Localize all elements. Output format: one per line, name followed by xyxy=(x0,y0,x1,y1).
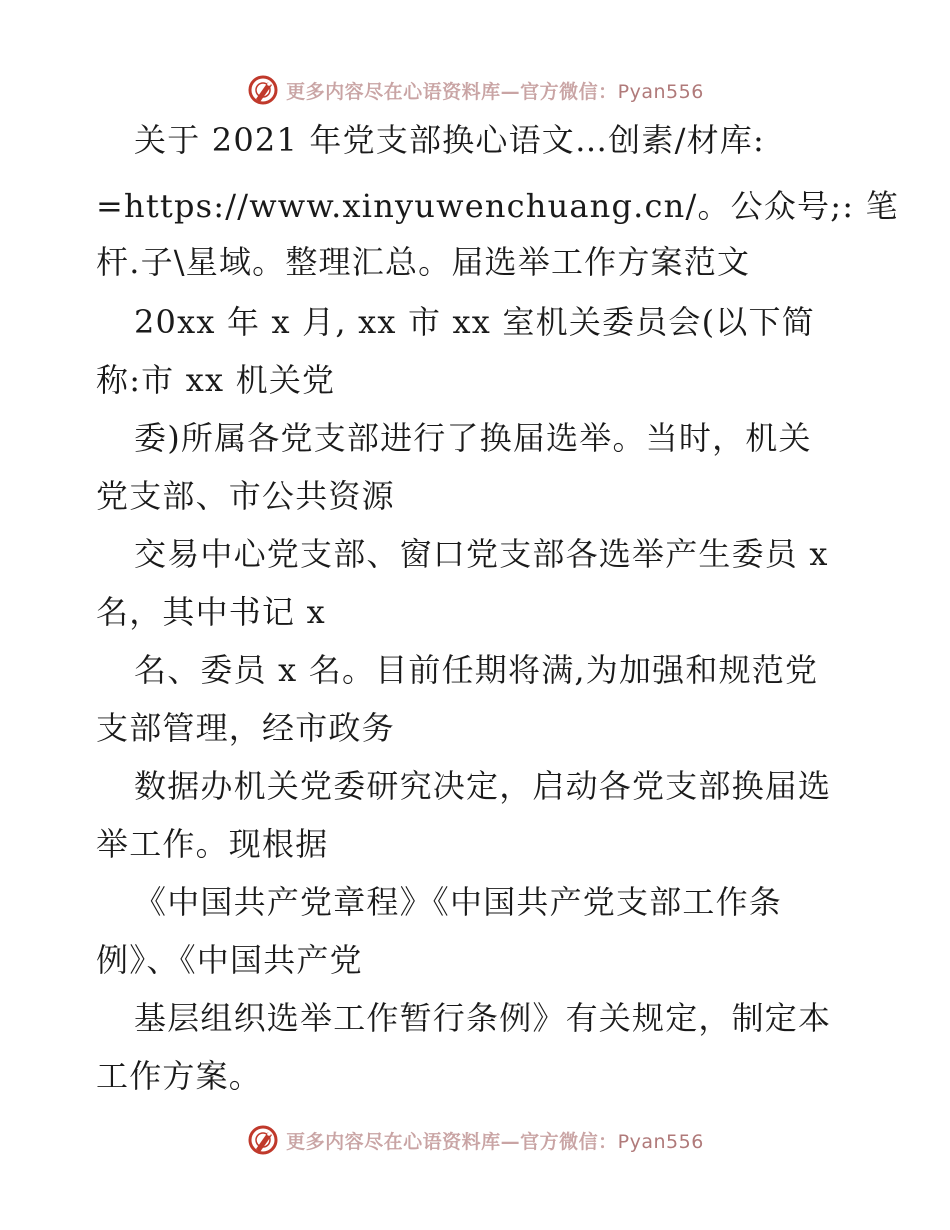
body-line: 名，其中书记 x xyxy=(96,593,326,631)
footer-banner xyxy=(0,1120,950,1160)
banner-slogan: 更多内容尽在心语资料库—官方微信： xyxy=(286,1130,618,1153)
body-line: 举工作。现根据 xyxy=(96,825,329,863)
banner-text xyxy=(286,77,704,104)
body-line: 工作方案。 xyxy=(96,1057,263,1095)
body-line: 《中国共产党章程》《中国共产党支部工作条 xyxy=(134,883,783,921)
body-line: 交易中心党支部、窗口党支部各选举产生委员 x xyxy=(134,535,829,573)
body-line: 数据办机关党委研究决定，启动各党支部换届选 xyxy=(134,767,832,805)
banner-text xyxy=(286,1127,704,1154)
body-line: 关于 2021 年党支部换心语文…创素/材库: xyxy=(134,121,765,159)
header-banner xyxy=(0,70,950,110)
pen-nib-circle-logo xyxy=(246,73,280,107)
body-line: 党支部、市公共资源 xyxy=(96,477,395,515)
wechat-handle: Pyan556 xyxy=(617,1130,704,1153)
body-line: 支部管理，经市政务 xyxy=(96,709,395,747)
body-line: 委)所属各党支部进行了换届选举。当时，机关 xyxy=(134,419,812,457)
body-line: 杆.子\星域。整理汇总。届选举工作方案范文 xyxy=(96,243,751,281)
banner-slogan: 更多内容尽在心语资料库—官方微信： xyxy=(286,80,618,103)
pen-nib-circle-logo xyxy=(246,1123,280,1157)
wechat-handle: Pyan556 xyxy=(617,80,704,103)
body-line: 名、委员 x 名。目前任期将满,为加强和规范党 xyxy=(134,651,819,689)
body-line: 例》、《中国共产党 xyxy=(96,941,363,979)
body-line: 基层组织选举工作暂行条例》有关规定，制定本 xyxy=(134,999,832,1037)
body-line: 20xx 年 x 月, xx 市 xx 室机关委员会(以下简 xyxy=(134,303,815,341)
body-line: 称:市 xx 机关党 xyxy=(96,361,336,399)
body-line: =https://www.xinyuwenchuang.cn/。公众号;: 笔 xyxy=(96,187,899,225)
